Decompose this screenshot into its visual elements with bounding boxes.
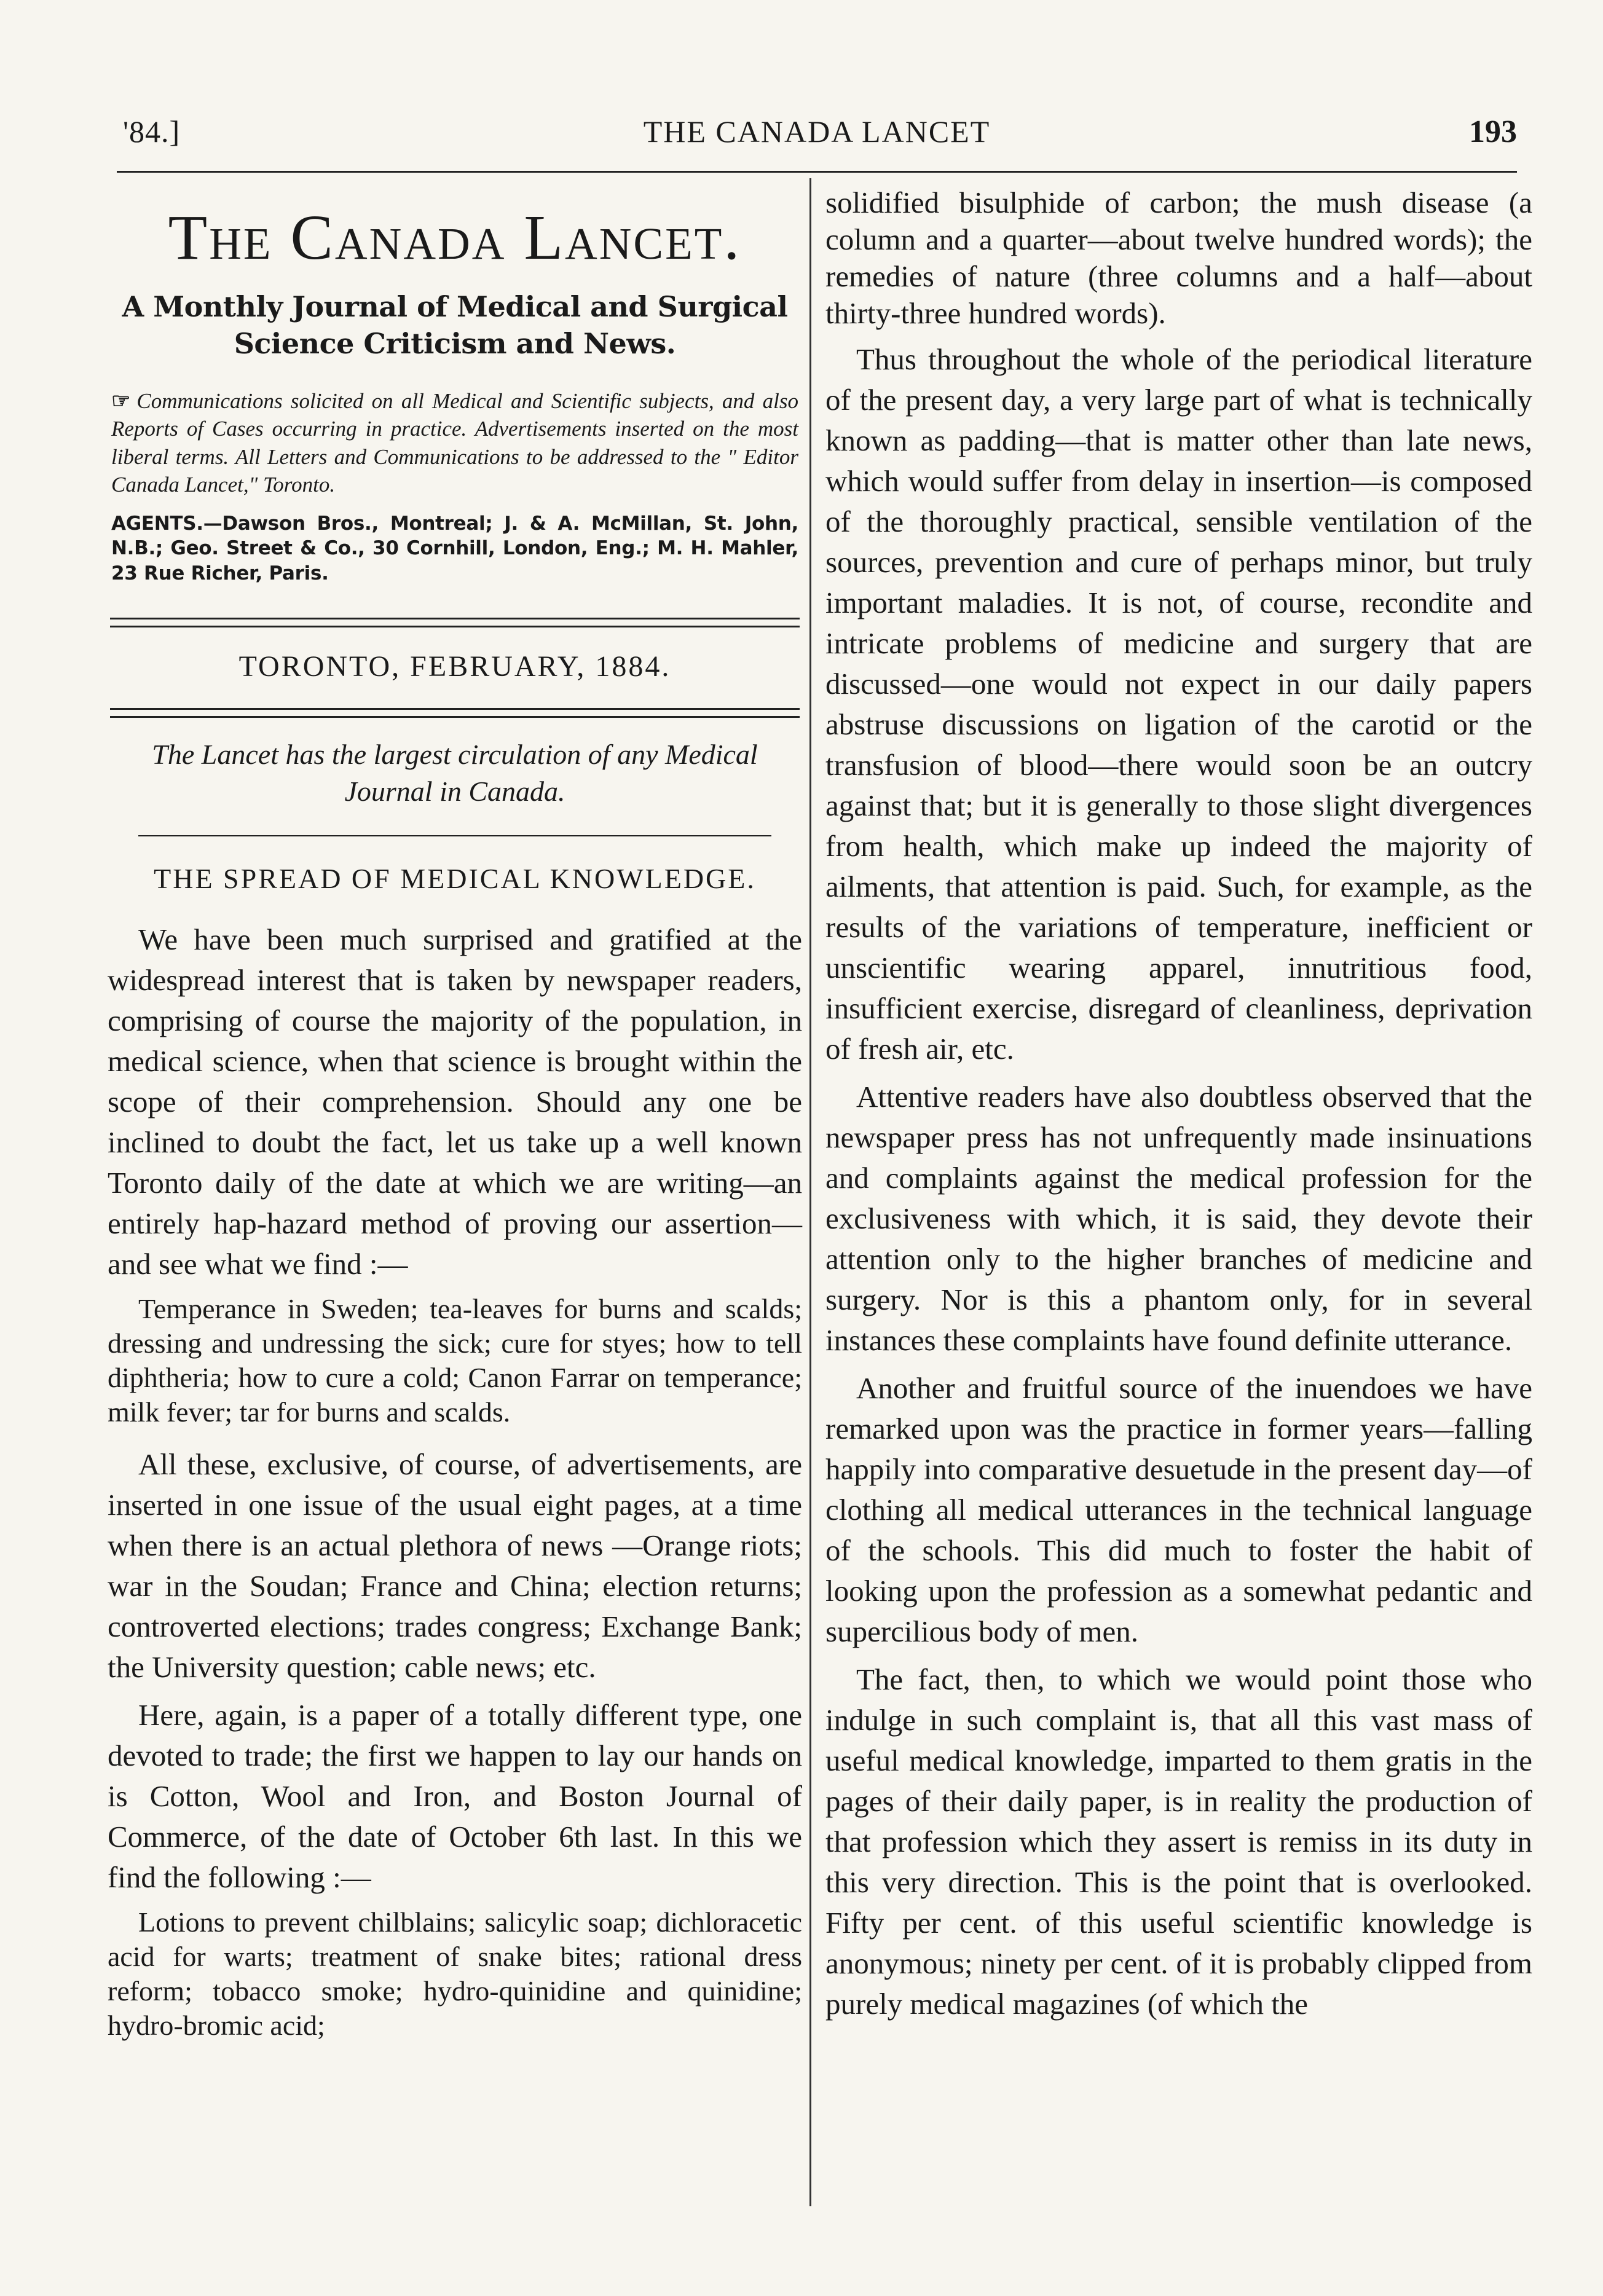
running-head-title: THE CANADA LANCET [643, 114, 991, 149]
article-paragraph: We have been much surprised and gratified at the widespread interest that is taken by newspaper readers, comprising of course the majority of the population, in medical science, when that science is brought within the scope of their comprehension. Should any one be inclined to doubt the fact, let us take up a well known Toronto daily of the date at which we are writing—an entirely hap-hazard method of proving our assertion—and see what we find :— [108, 922, 802, 1281]
circulation-notice: The Lancet has the largest circulation of any Medical Journal in Canada. [152, 738, 758, 807]
left-column [108, 184, 802, 2058]
column-divider [809, 178, 811, 2206]
pointing-hand-icon: ☞ [111, 388, 131, 413]
editorial-notice [111, 387, 798, 499]
quoted-list: Lotions to prevent chilblains; salicylic soap; dichloracetic acid for warts; treatment of snake bites; rational dress reform; tobacco smoke; hydro-quinidine and quinidine; hydro-bromic acid; [108, 1906, 802, 2042]
double-rule-bottom [110, 708, 800, 718]
article-paragraph: The fact, then, to which we would point those who indulge in such complaint is, that all this vast mass of useful medical knowledge, imparted to them gratis in the pages of their daily paper, is in reality the production of that profession which they assert is remiss in its duty in this very direction. This is the point that is overlooked. Fifty per cent. of this useful scientific knowledge is anonymous; ninety per cent. of it is probably clipped from purely medical magazines (of which the [825, 1662, 1532, 2021]
running-head-year: '84.] [123, 114, 181, 149]
article-paragraph: Thus throughout the whole of the periodical literature of the present day, a very large part of what is technically known as padding—that is matter other than late news, which would suffer from delay in insertion—is composed of the thoroughly practical, sensible ventilation of the sources, prevention and cure of perhaps minor, but truly important maladies. It is not, of course, recondite and intricate problems of medicine and surgery that are discussed—one would not expect in our daily papers abstruse discussions on ligation of the carotid or the transfusion of blood—there would soon be an outcry against that; but it is generally to those slight divergences from health, which make up indeed the majority of ailments, that attention is paid. Such, for example, as the results of the variations of temperature, inefficient or unscientific wearing apparel, innutritious food, insufficient exercise, disregard of cleanliness, deprivation of fresh air, etc. [825, 342, 1532, 1066]
page-number: 193 [1469, 114, 1517, 149]
quoted-list: Temperance in Sweden; tea-leaves for burns and scalds; dressing and undressing the sick; cure for styes; how to tell diphtheria; how to cure a cold; Canon Farrar on temperance; milk fever; tar for burns and scalds. [108, 1293, 802, 1428]
running-head [117, 114, 1517, 157]
section-rule [138, 835, 771, 836]
dateline: TORONTO, FEBRUARY, 1884. [238, 650, 671, 683]
editorial-notice-text: Communications solicited on all Medical and Scientific subjects, and also Reports of Cases occurring in practice. Advertisements inserted on the most liberal terms. All Letters and Communications to be addressed to the " Editor Canada Lancet," Toronto. [111, 388, 798, 497]
article-title: THE SPREAD OF MEDICAL KNOWLEDGE. [154, 863, 756, 895]
article-paragraph: Here, again, is a paper of a totally different type, one devoted to trade; the first we happen to lay our hands on is Cotton, Wool and Iron, and Boston Journal of Commerce, of the date of October 6th last. In this we find the following :— [108, 1698, 802, 1895]
double-rule-top [110, 618, 800, 627]
article-paragraph: Attentive readers have also doubtless observed that the newspaper press has not unfrequently made insinuations and complaints against the medical profession for the exclusiveness with which, it is said, they devote their attention only to the higher branches of medicine and surgery. Nor is this a phantom only, for in several instances these complaints have found definite utterance. [825, 1080, 1532, 1357]
header-rule [117, 171, 1517, 173]
masthead-title: The Canada Lancet. [168, 202, 742, 273]
article-paragraph: All these, exclusive, of course, of advertisements, are inserted in one issue of the usual eight pages, at a time when there is an actual plethora of news —Orange riots; war in the Soudan; France and China; election returns; controverted elections; trades congress; Exchange Bank; the University question; cable news; etc. [108, 1447, 802, 1685]
agents-list: AGENTS.—Dawson Bros., Montreal; J. & A. McMillan, St. John, N.B.; Geo. Street & Co., 30 Cornhill, London, Eng.; M. H. Mahler, 23 Rue Richer, Paris. [111, 512, 798, 584]
article-paragraph: solidified bisulphide of carbon; the mush disease (a column and a quarter—about twelve hundred words); the remedies of nature (three columns and a half—about thirty-three hundred words). [825, 186, 1532, 330]
article-paragraph: Another and fruitful source of the inuendoes we have remarked upon was the practice in former years—falling happily into comparative desuetude in the present day—of clothing all medical utterances in the technical language of the schools. This did much to foster the habit of looking upon the profession as a somewhat pedantic and supercilious body of men. [825, 1371, 1532, 1648]
right-column [825, 184, 1532, 2032]
masthead-subtitle: A Monthly Journal of Medical and Surgical Science Criticism and News. [122, 290, 788, 361]
